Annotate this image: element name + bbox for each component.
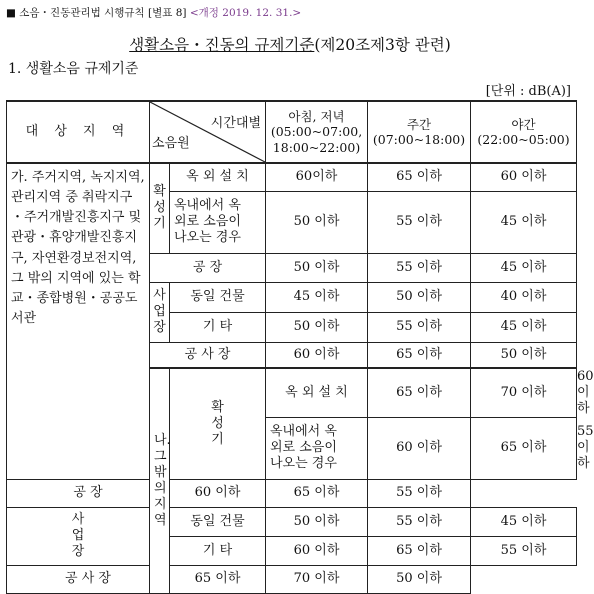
group-business: 사 업 장 (7, 507, 150, 565)
table-row: 나. 그 밖의 지역 확 성 기 옥 외 설 치 65 이하 70 이하 60 이하 (7, 368, 577, 417)
table-row (7, 507, 577, 536)
cell-value: 50 이하 (266, 312, 368, 342)
cell-value: 60 이하 (471, 163, 577, 191)
cell-value: 65 이하 (368, 163, 471, 191)
cell-value: 60 이하 (170, 479, 266, 507)
cell-value: 65 이하 (266, 479, 368, 507)
noise-standard-table (6, 100, 594, 594)
cell-value: 50 이하 (266, 253, 368, 282)
bullet-icon: ■ (6, 7, 16, 19)
header-target-area: 대 상 지 역 (7, 101, 150, 163)
source-factory: 공 장 (7, 479, 170, 507)
cell-value: 65 이하 (368, 536, 471, 565)
area-other: 나. 그 밖의 지역 (150, 368, 170, 593)
cell-value: 45 이하 (471, 191, 577, 253)
cell-value: 45 이하 (471, 507, 577, 536)
cell-value: 55 이하 (368, 253, 471, 282)
cell-value: 50 이하 (266, 191, 368, 253)
cell-value: 70 이하 (471, 368, 577, 417)
cell-value: 60 이하 (368, 417, 471, 479)
cell-value: 55 이하 (368, 191, 471, 253)
group-loudspeaker: 확 성 기 (170, 368, 266, 479)
law-reference: 소음・진동관리법 시행규칙 [별표 8] (19, 7, 187, 19)
source-indoor: 옥내에서 옥 외로 소음이 나오는 경우 (170, 191, 266, 253)
area-residential: 가. 주거지역, 녹지지역, 관리지역 중 취락지구 ・주거개발진흥지구 및 관광・휴양개발진흥지구, 자연환경보전지역, 그 밖의 지역에 있는 학교・종합병원・공공도서관 (7, 163, 150, 479)
section-heading: 1. 생활소음 규제기준 (8, 61, 139, 77)
table-row (7, 163, 577, 191)
cell-value: 55 이하 (368, 507, 471, 536)
cell-value: 60 이하 (266, 342, 368, 368)
revision-note: <개정 2019. 12. 31.> (189, 7, 302, 19)
header-diagonal (150, 101, 266, 163)
unit-label: [단위 : dB(A)] (485, 84, 571, 99)
cell-value: 55 이하 (368, 312, 471, 342)
table-row (7, 479, 577, 507)
source-construction: 공 사 장 (7, 565, 170, 593)
document-title (0, 33, 580, 55)
cell-value: 40 이하 (471, 282, 577, 312)
document-header (6, 5, 301, 20)
cell-value: 45 이하 (471, 253, 577, 282)
header-source-label: 소음원 (152, 136, 190, 152)
cell-value: 50 이하 (471, 342, 577, 368)
cell-value: 60 이하 (266, 536, 368, 565)
cell-value: 50 이하 (266, 507, 368, 536)
header-daytime: 주간 (07:00~18:00) (368, 101, 471, 163)
source-indoor: 옥내에서 옥 외로 소음이 나오는 경우 (266, 417, 368, 479)
header-morning-evening: 아침, 저녁 (05:00~07:00, 18:00~22:00) (266, 101, 368, 163)
group-loudspeaker: 확 성 기 (150, 163, 170, 253)
diagonal-line (150, 102, 265, 162)
table-row (7, 565, 577, 593)
cell-value: 45 이하 (266, 282, 368, 312)
cell-value: 65 이하 (368, 368, 471, 417)
source-factory: 공 장 (150, 253, 266, 282)
cell-value: 50 이하 (368, 282, 471, 312)
header-night: 야간 (22:00~05:00) (471, 101, 577, 163)
header-time-label: 시간대별 (210, 116, 261, 131)
source-other: 기 타 (170, 312, 266, 342)
table-header-row (7, 101, 577, 163)
title-sub: (제20조제3항 관련) (314, 36, 451, 54)
source-construction: 공 사 장 (150, 342, 266, 368)
cell-value: 50 이하 (368, 565, 471, 593)
group-business: 사 업 장 (150, 282, 170, 342)
cell-value: 45 이하 (471, 312, 577, 342)
cell-value: 60이하 (266, 163, 368, 191)
table-row: 옥내에서 옥 외로 소음이 나오는 경우 60 이하 65 이하 55 이하 (7, 417, 577, 479)
title-main: 생활소음・진동의 규제기준 (129, 36, 315, 54)
cell-value: 65 이하 (170, 565, 266, 593)
cell-value: 55 이하 (471, 536, 577, 565)
cell-value: 55 이하 (368, 479, 471, 507)
cell-value: 65 이하 (471, 417, 577, 479)
source-other: 기 타 (170, 536, 266, 565)
source-same-building: 동일 건물 (170, 507, 266, 536)
source-outdoor: 옥 외 설 치 (266, 368, 368, 417)
cell-value: 65 이하 (368, 342, 471, 368)
cell-value: 70 이하 (266, 565, 368, 593)
source-outdoor: 옥 외 설 치 (170, 163, 266, 191)
source-same-building: 동일 건물 (170, 282, 266, 312)
